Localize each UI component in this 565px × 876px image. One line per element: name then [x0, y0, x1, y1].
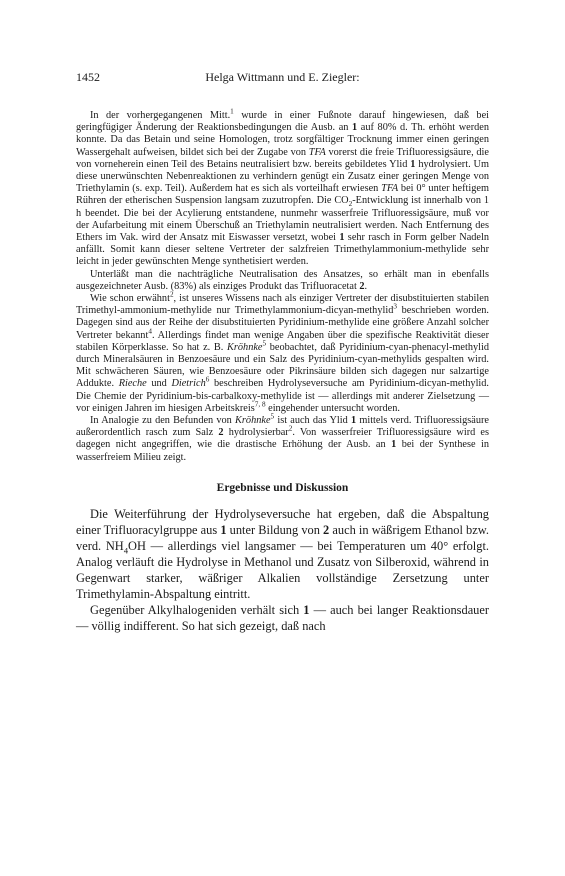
- paragraph-3: Wie schon erwähnt$^2$, ist unseres Wissens nach als einziger Vertreter der disubstituierten stabilen Trimethyl-ammonium-methylide nur Trimethylammonium-dicyan-methylid$^3$ beschrieben worden. Dagegen sind aus der Reihe der disubstituierten Pyridinium-methylide eine größere Anzahl solcher Vertreter bekannt$^4$. Allerdings findet man wenige Angaben über die spezifische Reaktivität dieser stabilen Körperklasse. So hat z. B. Kröhnke$^5$ beobachtet, daß Pyridinium-cyan-phenacyl-methylid durch Mineralsäuren in Benzoesäure und ein Salz des Pyridinium-cyan-methylids gespalten wird. Mit schwächeren Säuren, wie Benzoesäure oder Pikrinsäure bilden sich dagegen nur salzartige Addukte. Rieche und Dietrich$^6$ beschreiben Hydrolyseversuche am Pyridinium-dicyan-methylid. Die Chemie der Pyridinium-bis-carbalkoxy-methylide ist — allerdings mit anderer Zielsetzung — vor einigen Jahren im hiesigen Arbeitskreis$^{7, 8}$ eingehender untersucht worden.: [76, 290, 490, 414]
- paragraph-6: Gegenüber Alkylhalogeniden verhält sich 1 — auch bei langer Reaktionsdauer — völlig indifferent. So hat sich gezeigt, daß nach: [76, 602, 490, 633]
- paragraph-1: In der vorhergegangenen Mitt.$^1$ wurde in einer Fußnote darauf hingewiesen, daß bei geringfügiger Änderung der Reaktionsbedingungen die Ausb. an 1 auf 80% d. Th. erhöht werden konnte. Da das Betain und seine Homologen, trotz sorgfältiger Trocknung immer einen geringen Wassergehalt aufweisen, bildet sich bei der Zugabe von TFA vorerst die freie Trifluoressigsäure, die von vorneherein einen Teil des Betains neutralisiert bzw. bereits gebildetes Ylid 1 hydrolysiert. Um diese unerwünschten Nebenreaktionen zu verhindern genügt ein Zusatz einer geringen Menge von Triethylamin (s. exp. Teil). Außerdem hat es sich als vorteilhaft erwiesen TFA bei 0° unter heftigem Rühren der etherischen Suspension langsam zuzutropfen. Die $CO_2$-Entwicklung ist innerhalb von 1 h beendet. Die bei der Acylierung entstandene, nunmehr wasserfreie Trifluoressigsäure, muß vor der Aufarbeitung mit einem Überschuß an Triethylamin neutralisiert werden. Nach Entfernung des Ethers im Vak. wird der Ansatz mit Eiswasser versetzt, wobei 1 sehr rasch in Form gelber Nadeln anfällt. Somit kann dieser seltene Vertreter der salzfreien Trimethylammonium-methylide sehr leicht in jeder gewünschten Menge synthetisiert werden.: [76, 107, 490, 268]
- paragraph-4: In Analogie zu den Befunden von Kröhnke$^5$ ist auch das Ylid 1 mittels verd. Trifluoressigsäure außerordentlich rasch zum Salz 2 hydrolysierbar$^2$. Von wasserfreier Trifluoressigsäure wird es dagegen nicht angegriffen, wie die drastische Erhöhung der Ausb. an 1 bei der Synthese in wasserfreiem Milieu zeigt.: [76, 412, 490, 463]
- page: [76, 70, 489, 634]
- section-title: Ergebnisse und Diskussion: [216, 481, 349, 494]
- paragraph-5: Die Weiterführung der Hydrolyseversuche hat ergeben, daß die Abspaltung einer Trifluoracylgruppe aus 1 unter Bildung von 2 auch in wäßrigem Ethanol bzw. verd. $NH_4OH$ — allerdings viel langsamer — bei Temperaturen um 40° erfolgt. Analog verläuft die Hydrolyse in Methanol und Zusatz von Silberoxid, während in Gegenwart starker, wäßriger Alkalien vollständige Zersetzung unter Trimethylamin-Abspaltung eintritt.: [76, 506, 489, 601]
- running-head: Helga Wittmann und E. Ziegler:: [205, 70, 360, 84]
- page-header: [76, 70, 489, 86]
- paragraph-2: Unterläßt man die nachträgliche Neutralisation des Ansatzes, so erhält man in ebenfalls ausgezeichneter Ausb. (83%) als einziges Produkt das Trifluoracetat 2.: [76, 268, 489, 292]
- page-number: 1452: [76, 70, 100, 84]
